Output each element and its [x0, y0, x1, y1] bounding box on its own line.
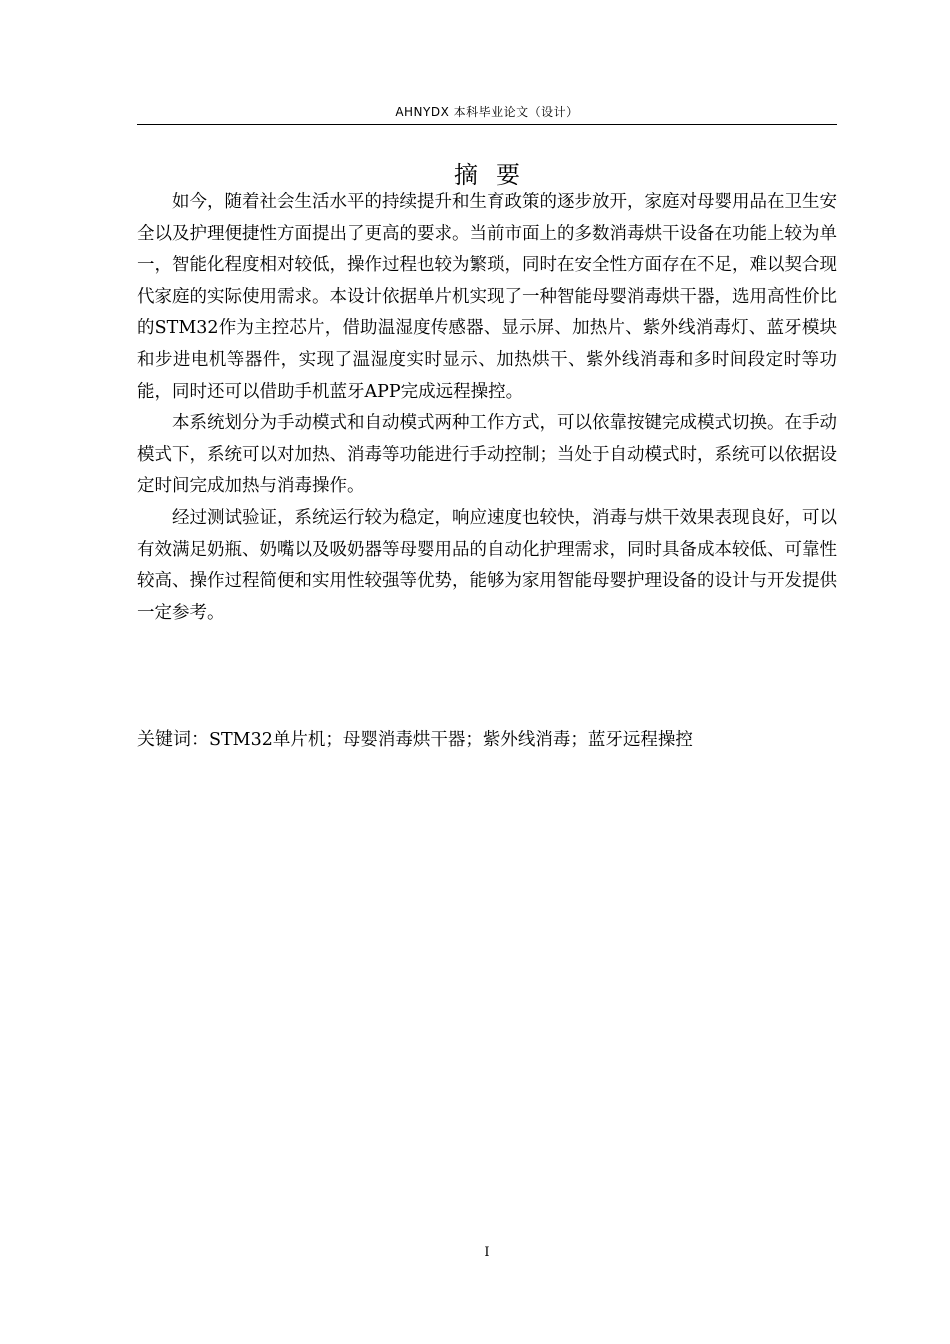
keywords-text: STM32单片机；母婴消毒烘干器；紫外线消毒；蓝牙远程操控	[209, 730, 693, 750]
abstract-body	[137, 187, 837, 629]
abstract-paragraph-2: 本系统划分为手动模式和自动模式两种工作方式，可以依靠按键完成模式切换。在手动模式下，系统可以对加热、消毒等功能进行手动控制；当处于自动模式时，系统可以依据设定时间完成加热与消毒操作。	[137, 413, 837, 497]
page-header: AHNYDX 本科毕业论文（设计）	[395, 105, 579, 119]
abstract-paragraph-3: 经过测试验证，系统运行较为稳定，响应速度也较快，消毒与烘干效果表现良好，可以有效满足奶瓶、奶嘴以及吸奶器等母婴用品的自动化护理需求，同时具备成本较低、可靠性较高、操作过程简便和实用性较强等优势，能够为家用智能母婴护理设备的设计与开发提供一定参考。	[137, 507, 837, 623]
keywords-line	[137, 724, 857, 756]
keywords-label: 关键词：	[137, 729, 209, 750]
abstract-paragraph-1: 如今，随着社会生活水平的持续提升和生育政策的逐步放开，家庭对母婴用品在卫生安全以及护理便捷性方面提出了更高的要求。当前市面上的多数消毒烘干设备在功能上较为单一，智能化程度相对较低，操作过程也较为繁琐，同时在安全性方面存在不足，难以契合现代家庭的实际使用需求。本设计依据单片机实现了一种智能母婴消毒烘干器，选用高性价比的STM32作为主控芯片，借助温湿度传感器、显示屏、加热片、紫外线消毒灯、蓝牙模块和步进电机等器件，实现了温湿度实时显示、加热烘干、紫外线消毒和多时间段定时等功能，同时还可以借助手机蓝牙APP完成远程操控。	[137, 192, 837, 402]
abstract-title: 摘要	[454, 161, 538, 189]
page-number: I	[484, 1245, 490, 1260]
header-divider	[137, 124, 837, 125]
